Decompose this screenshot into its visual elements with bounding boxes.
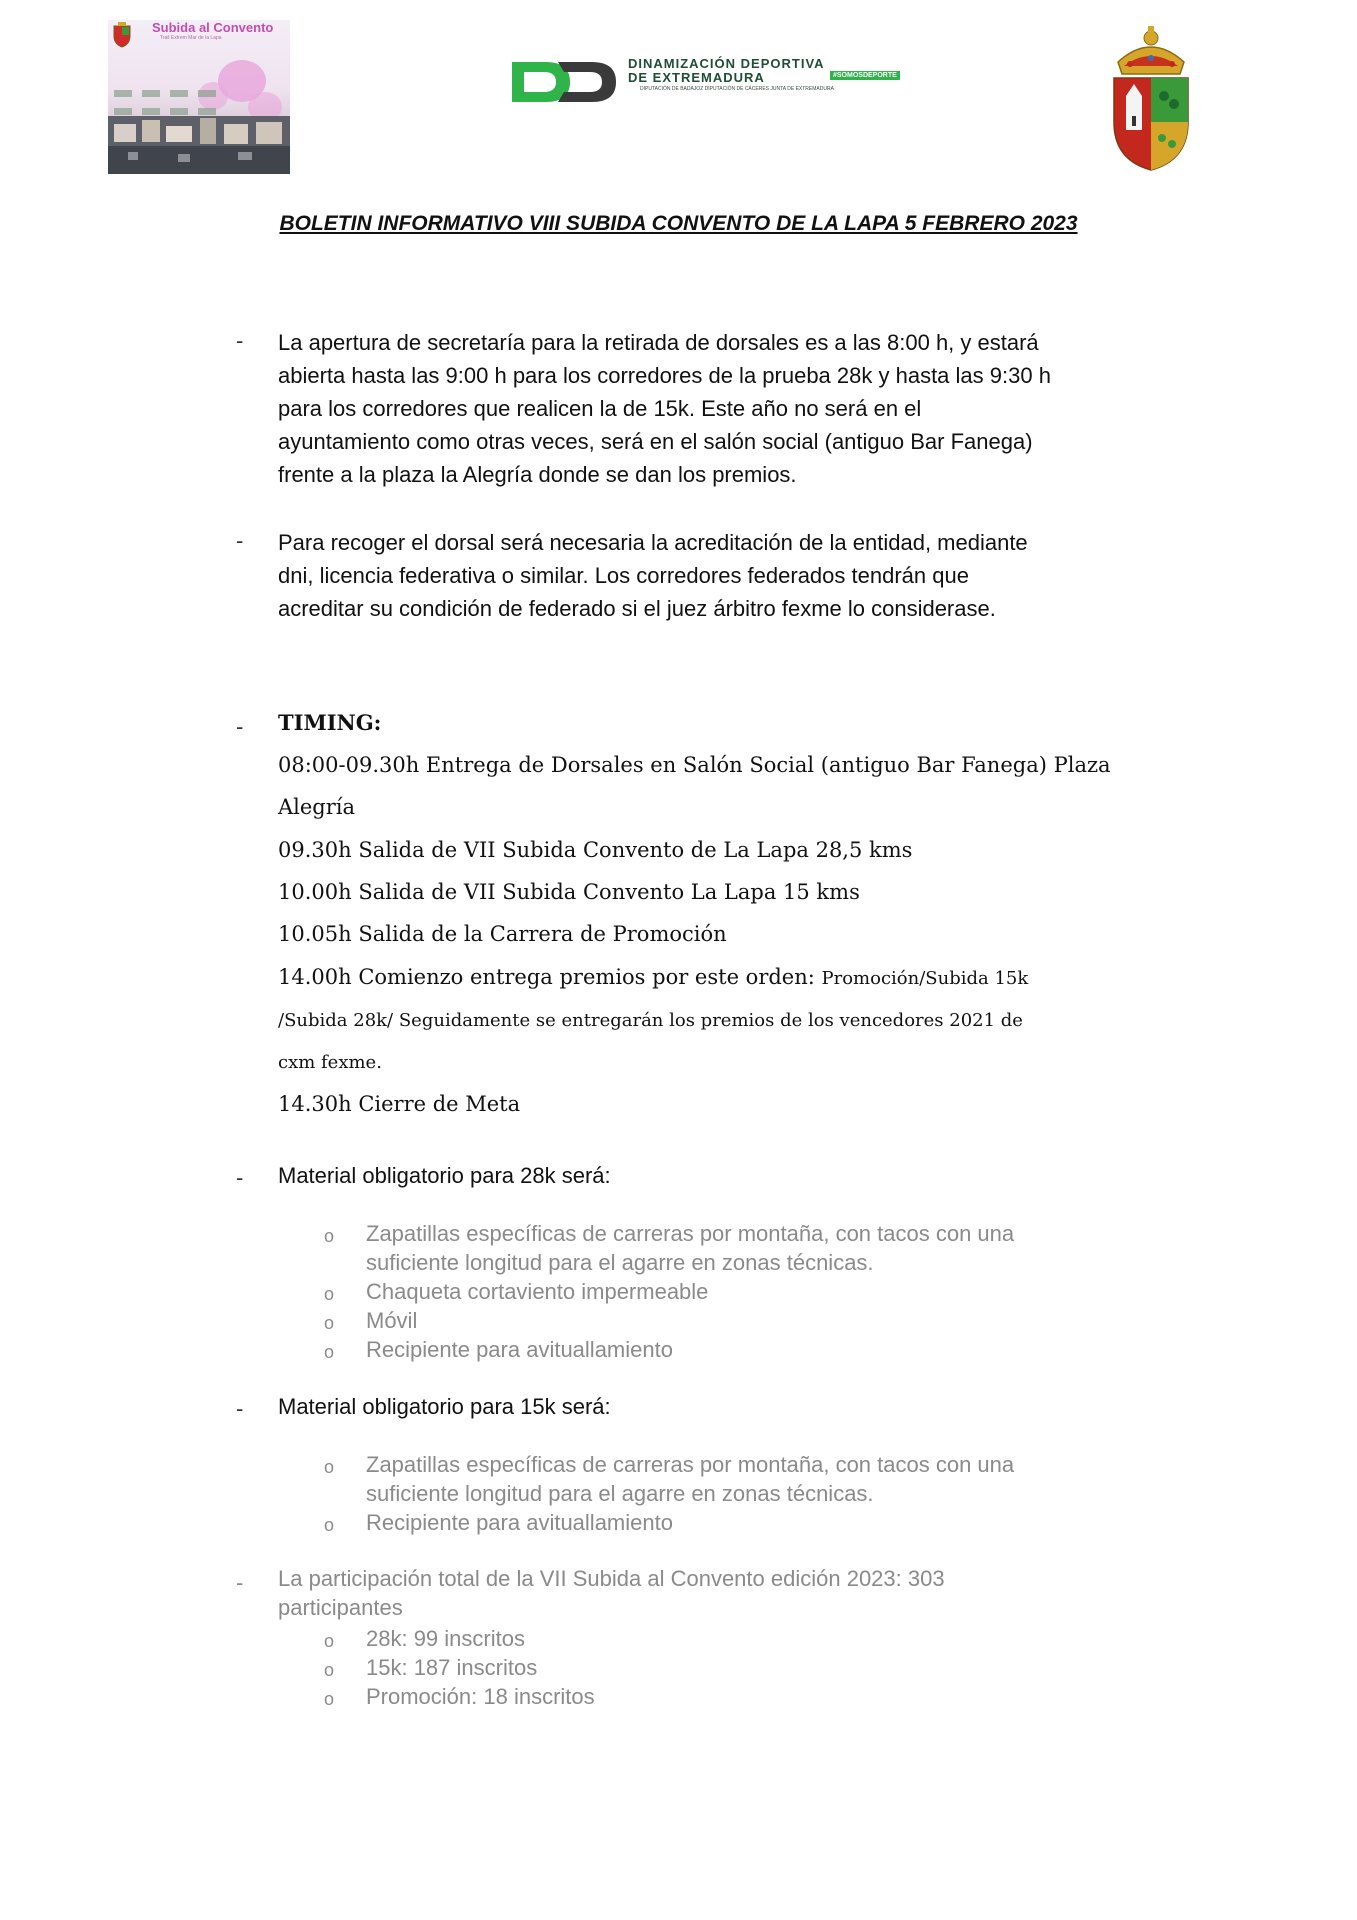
poster-town-illustration — [108, 116, 290, 174]
list-dash: - — [236, 714, 244, 739]
paragraph-line: ayuntamiento como otras veces, será en el salón social (antiguo Bar Fanega) — [278, 429, 1033, 454]
list-circle: o — [324, 1226, 335, 1246]
list-item: Promoción: 18 inscritos — [366, 1684, 595, 1709]
timing-line: 14.30h Cierre de Meta — [278, 1092, 521, 1116]
timing-line-part: Promoción/Subida 15k — [821, 968, 1029, 989]
timing-line: cxm fexme. — [278, 1052, 382, 1073]
dd-logo-badge: #SOMOSDEPORTE — [830, 71, 900, 80]
list-dash: - — [236, 328, 244, 353]
list-circle: o — [324, 1515, 335, 1535]
timing-line: 09.30h Salida de VII Subida Convento de La Lapa 28,5 kms — [278, 838, 913, 862]
list-dash: - — [236, 528, 244, 553]
list-item: Zapatillas específicas de carreras por montaña, con tacos con una — [366, 1452, 1015, 1477]
list-item: Móvil — [366, 1308, 418, 1333]
poster-title: Subida al Convento — [152, 20, 274, 35]
poster-shield-icon — [112, 22, 132, 48]
paragraph-line: para los corredores que realicen la de 15k. Este año no será en el — [278, 396, 922, 421]
poster-subtitle: Trail Extrem Mar de la Lapa — [160, 35, 222, 41]
participation-line: La participación total de la VII Subida al Convento edición 2023: 303 — [278, 1566, 945, 1591]
list-item: suficiente longitud para el agarre en zonas técnicas. — [366, 1481, 874, 1506]
timing-line: 08:00-09.30h Entrega de Dorsales en Salón Social (antiguo Bar Fanega) Plaza — [278, 753, 1111, 777]
paragraph-line: abierta hasta las 9:00 h para los corredores de la prueba 28k y hasta las 9:30 h — [278, 363, 1051, 388]
timing-line — [278, 965, 1028, 989]
paragraph-line: frente a la plaza la Alegría donde se dan los premios. — [278, 462, 797, 487]
timing-line: Alegría — [278, 795, 356, 819]
paragraph-line: La apertura de secretaría para la retirada de dorsales es a las 8:00 h, y estará — [278, 330, 1039, 355]
material-15k-heading: Material obligatorio para 15k será: — [278, 1394, 611, 1419]
list-circle: o — [324, 1284, 335, 1304]
timing-heading: TIMING: — [278, 710, 382, 735]
timing-line: /Subida 28k/ Seguidamente se entregarán los premios de los vencedores 2021 de — [278, 1010, 1023, 1031]
list-dash: - — [236, 1396, 244, 1421]
timing-line: 10.00h Salida de VII Subida Convento La Lapa 15 kms — [278, 880, 860, 904]
list-item: Chaqueta cortaviento impermeable — [366, 1279, 709, 1304]
list-item: Recipiente para avituallamiento — [366, 1510, 673, 1535]
paragraph-line: Para recoger el dorsal será necesaria la acreditación de la entidad, mediante — [278, 530, 1028, 555]
list-circle: o — [324, 1342, 335, 1362]
participation-line: participantes — [278, 1595, 403, 1620]
timing-line-part: 14.00h Comienzo entrega premios por este orden: — [278, 965, 822, 989]
list-dash: - — [236, 1570, 244, 1595]
list-circle: o — [324, 1313, 335, 1333]
document-title: BOLETIN INFORMATIVO VIII SUBIDA CONVENTO DE LA LAPA 5 FEBRERO 2023 — [279, 212, 1078, 235]
event-poster — [108, 20, 290, 174]
list-item: Recipiente para avituallamiento — [366, 1337, 673, 1362]
paragraph-line: acreditar su condición de federado si el juez árbitro fexme lo considerase. — [278, 596, 996, 621]
list-item: 28k: 99 inscritos — [366, 1626, 525, 1651]
list-item: Zapatillas específicas de carreras por montaña, con tacos con una — [366, 1221, 1015, 1246]
list-dash: - — [236, 1165, 244, 1190]
list-circle: o — [324, 1689, 335, 1709]
dd-sponsor-logos: DIPUTACIÓN DE BADAJOZ DIPUTACIÓN DE CÁCERES JUNTA DE EXTREMADURA — [640, 86, 834, 92]
list-circle: o — [324, 1631, 335, 1651]
coat-of-arms-icon — [1108, 22, 1194, 172]
secretaria-paragraph — [278, 326, 1178, 491]
list-circle: o — [324, 1457, 335, 1477]
dorsal-paragraph — [278, 526, 1178, 625]
paragraph-line: dni, licencia federativa o similar. Los corredores federados tendrán que — [278, 563, 969, 588]
list-circle: o — [324, 1660, 335, 1680]
dd-logo-line2: DE EXTREMADURA — [628, 70, 765, 85]
dd-logo-line1: DINAMIZACIÓN DEPORTIVA — [628, 56, 825, 71]
material-28k-heading: Material obligatorio para 28k será: — [278, 1163, 611, 1188]
list-item: suficiente longitud para el agarre en zonas técnicas. — [366, 1250, 874, 1275]
timing-line: 10.05h Salida de la Carrera de Promoción — [278, 922, 727, 946]
list-item: 15k: 187 inscritos — [366, 1655, 538, 1680]
